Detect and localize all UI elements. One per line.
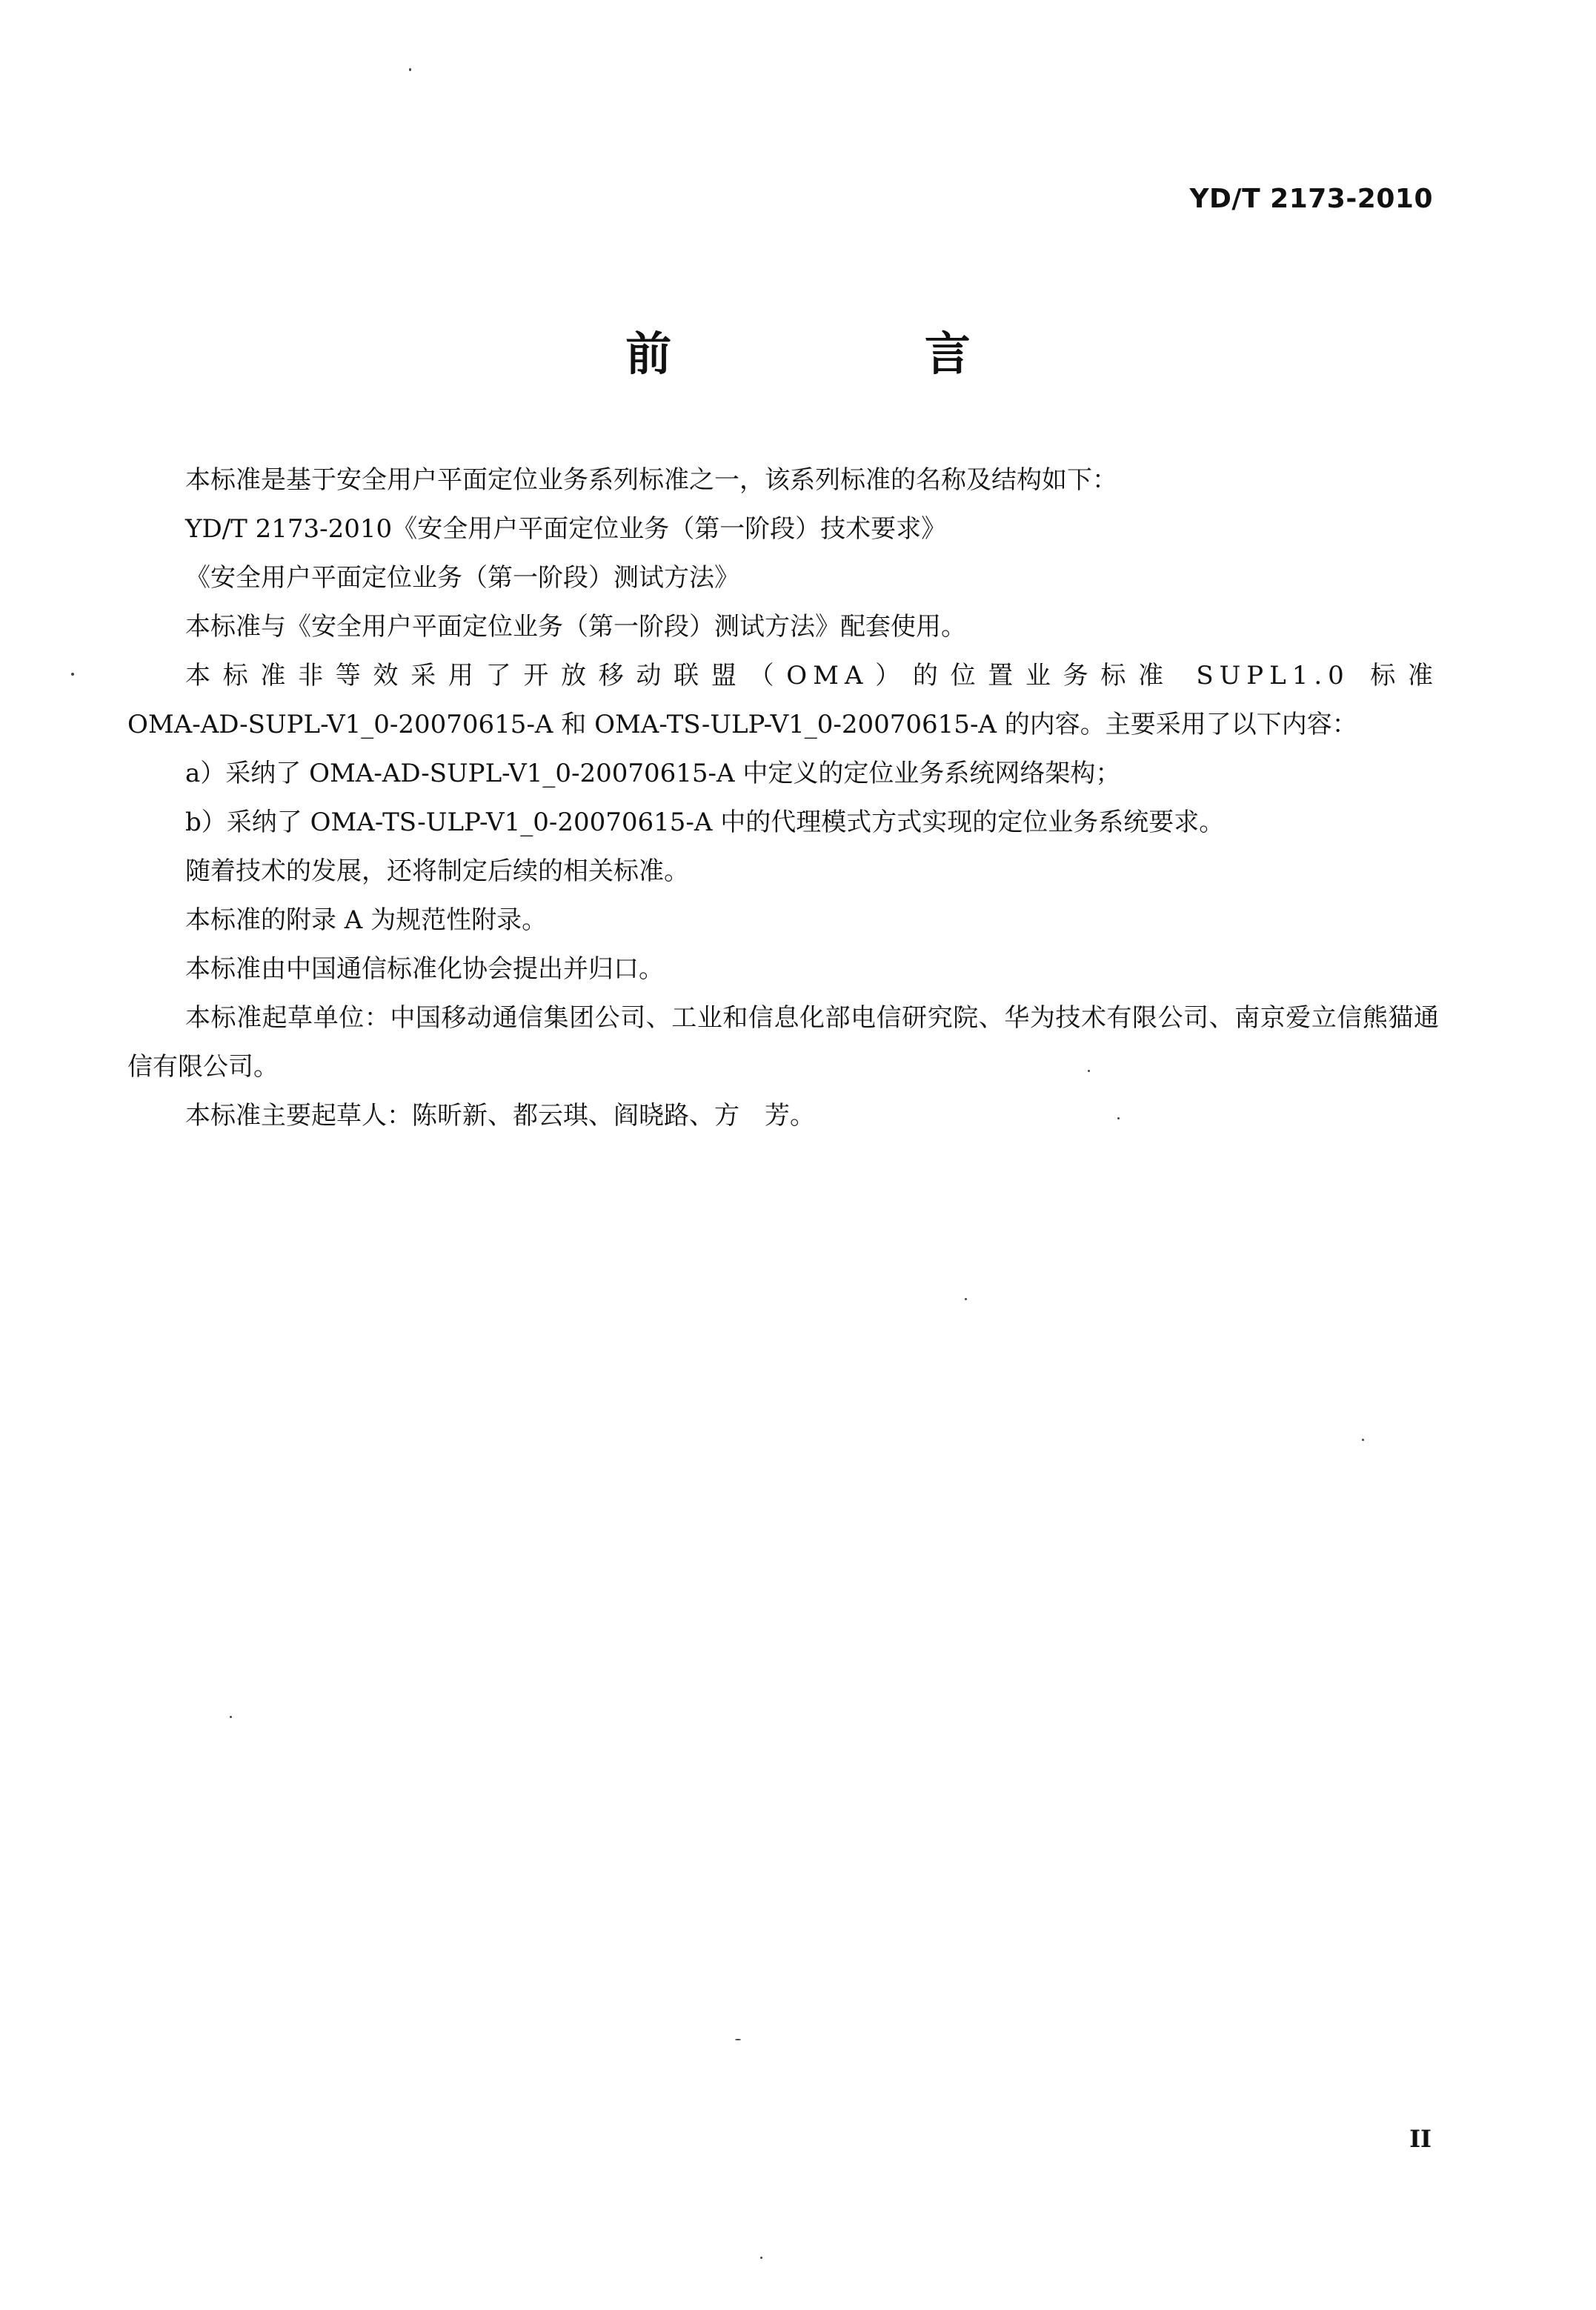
standard-code: YD/T 2173-2010 [1189, 184, 1433, 214]
paragraph: 本标准主要起草人：陈昕新、都云琪、阎晓路、方 芳。 [185, 1101, 815, 1131]
scan-speck [409, 68, 411, 71]
paragraph-continuation: OMA-AD-SUPL-V1_0-20070615-A 和 OMA-TS-ULP-V1_0-20070615-A 的内容。主要采用了以下内容： [127, 710, 1357, 739]
scan-speck [760, 2257, 762, 2259]
scan-speck [965, 1298, 967, 1300]
paragraph: 本标准由中国通信标准化协会提出并归口。 [185, 954, 664, 984]
paragraph: YD/T 2173-2010《安全用户平面定位业务（第一阶段）技术要求》 [185, 514, 947, 544]
paragraph: 本标准的附录 A 为规范性附录。 [185, 905, 548, 935]
paragraph: 《安全用户平面定位业务（第一阶段）测试方法》 [185, 563, 739, 593]
paragraph: 本标准是基于安全用户平面定位业务系列标准之一，该系列标准的名称及结构如下： [185, 465, 1117, 495]
paragraph: 随着技术的发展，还将制定后续的相关标准。 [185, 856, 689, 886]
paragraph: 本标准起草单位：中国移动通信集团公司、工业和信息化部电信研究院、华为技术有限公司、南京爱立信熊猫通信有限公司。 [127, 1003, 1439, 1082]
foreword-body [127, 456, 1439, 1140]
list-item: b）采纳了 OMA-TS-ULP-V1_0-20070615-A 中的代理模式方式实现的定位业务系统要求。 [185, 808, 1225, 837]
page-title: 前 言 [625, 327, 1089, 381]
scan-speck [71, 673, 74, 676]
scan-speck [1117, 1117, 1120, 1119]
scan-speck [1088, 1070, 1090, 1072]
list-item: a）采纳了 OMA-AD-SUPL-V1_0-20070615-A 中定义的定位业务系统网络架构； [185, 759, 1121, 788]
scan-speck [735, 2039, 741, 2040]
paragraph: 本标准与《安全用户平面定位业务（第一阶段）测试方法》配套使用。 [185, 612, 966, 642]
scan-speck [230, 1716, 232, 1718]
paragraph: 本标准非等效采用了开放移动联盟（OMA）的位置业务标准 SUPL1.0 标准 [185, 661, 1439, 690]
scan-speck [1362, 1439, 1364, 1441]
page-number: II [1409, 2125, 1432, 2153]
